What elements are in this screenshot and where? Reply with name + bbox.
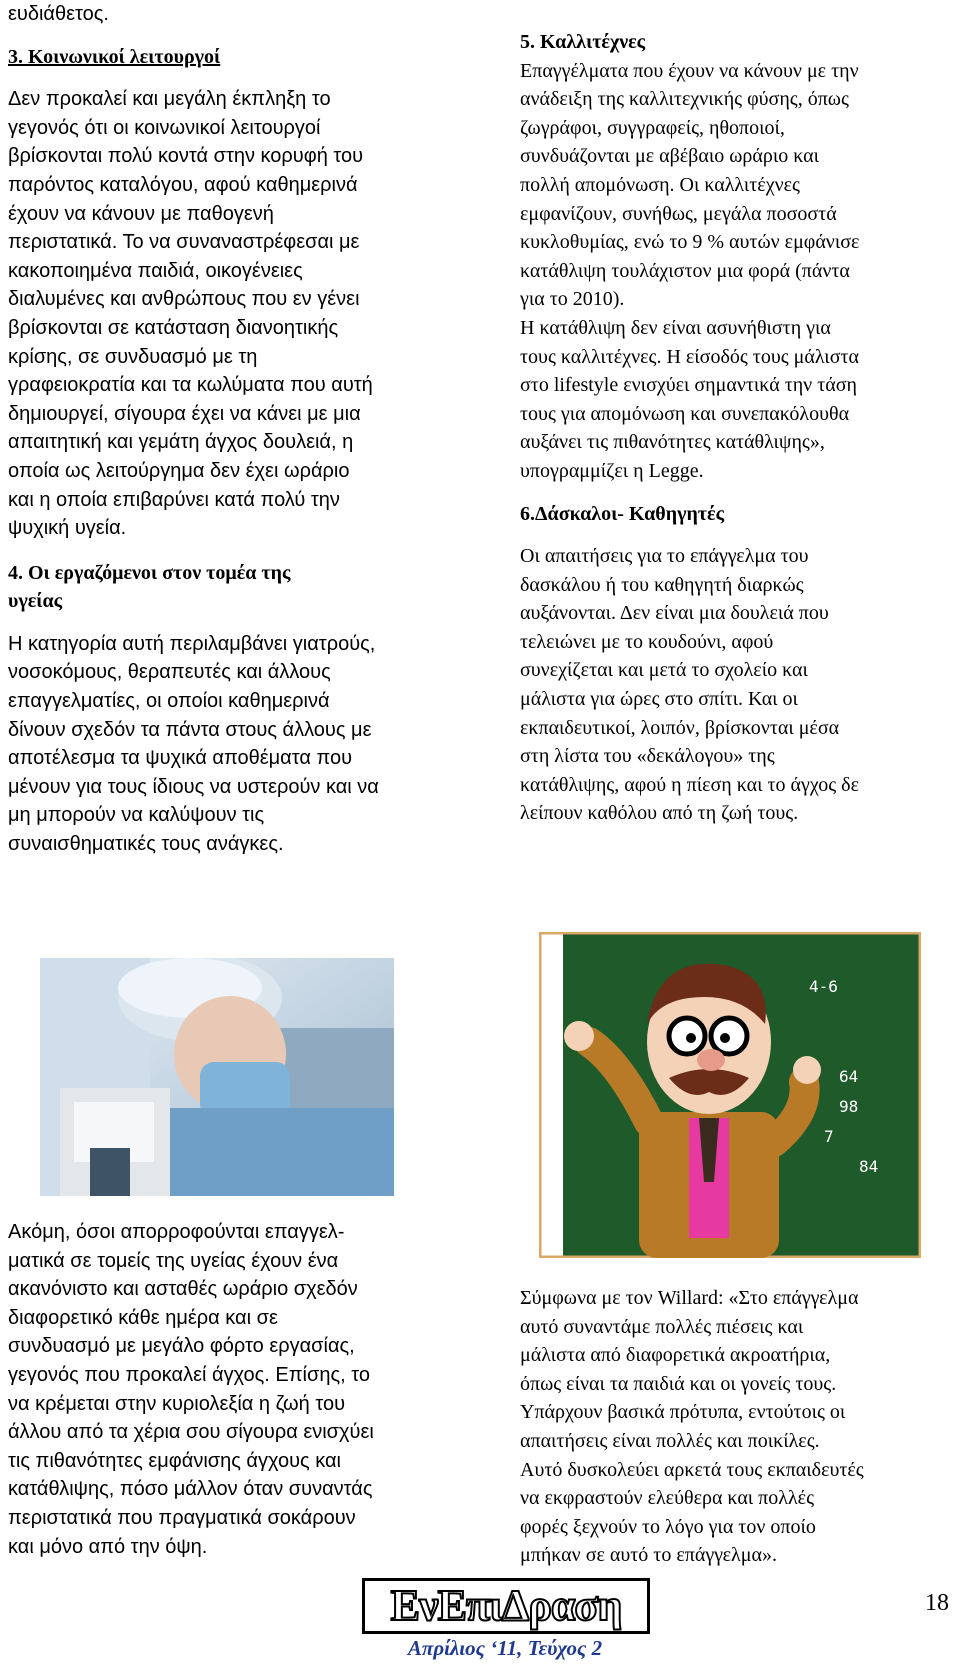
text-line: επαγγελματίες, οι οποίοι καθημερινά [8,690,330,713]
text-line: γραφειοκρατία και τα κωλύματα που αυτή [8,374,373,397]
section-4-body [8,630,478,859]
text-line: μάλιστα για ώρες στο σπίτι. Και οι [520,688,798,711]
text-line: Η κατηγορία αυτή περιλαμβάνει γιατρούς, [8,632,376,655]
page-number: 18 [925,1590,949,1616]
text-line: τις πιθανότητες εμφάνισης άγχους και [8,1449,341,1472]
text-line: εμφανίζουν, συνήθως, μεγάλα ποσοστά [520,202,837,225]
text-line: και η οποία επιβαρύνει κατά πολύ την [8,488,340,511]
text-line: μπήκαν σε αυτό το επάγγελμα». [520,1544,777,1567]
text-line: πολλή απομόνωση. Οι καλλιτέχνες [520,173,800,196]
text-line: συναισθηματικές τους ανάγκες. [8,833,284,856]
text-line: στη λίστα του «δεκάλογου» της [520,745,775,768]
text-line: εκπαιδευτικοί, λοιπόν, βρίσκονται μέσα [520,716,840,739]
surgeon-photo [40,958,394,1196]
magazine-logo: ΕνΕπιΔραση [362,1578,650,1634]
left-column-top [8,0,478,859]
text-line: τελειώνει με το κουδούνι, αφού [520,630,774,653]
text-line: τους για απομόνωση και συνεπακόλουθα [520,402,850,425]
text-line: μη μπορούν να καλύψουν τις [8,804,265,827]
svg-text:4-6: 4-6 [809,977,838,996]
text-line: γεγονός που προκαλεί άγχος. Επίσης, το [8,1363,370,1386]
text-line: ανάδειξη της καλλιτεχνικής φύσης, όπως [520,88,849,111]
text-line: ψυχική υγεία. [8,517,127,540]
text-line: Υπάρχουν βασικά πρότυπα, εντούτοις οι [520,1401,846,1424]
text-line: παρόντος καταλόγου, αφού καθημερινά [8,173,358,196]
text-line: κρίσης, σε συνδυασμό με τη [8,345,258,368]
text-line: βρίσκονται πολύ κοντά στην κορυφή του [8,145,364,168]
text-line: ακανόνιστο και ασταθές ωράριο σχεδόν [8,1278,358,1301]
text-line: να εκφραστούν ελεύθερα και πολλές [520,1487,814,1510]
svg-text:7: 7 [824,1127,834,1146]
text-line: να κρέμεται στην κυριολεξία η ζωή του [8,1392,346,1415]
section-6-body [520,542,950,828]
issue-label: Απρίλιος ‘11, Τεύχος 2 [407,1636,603,1660]
section-4-heading-line-1: 4. Οι εργαζόμενοι στον τομέα της [8,561,291,584]
left-column-bottom [8,1218,478,1561]
svg-text:84: 84 [859,1157,879,1176]
text-line: κατάθλιψης, πόσο μάλλον όταν συναντάς [8,1478,373,1501]
text-line: συνδυασμό με μεγάλο φόρτο εργασίας, [8,1335,355,1358]
text-line: απαιτήσεις είναι πολλές και ποικίλες. [520,1429,820,1452]
text-line: περιστατικά που πραγματικά σοκάρουν [8,1506,356,1529]
right-column-top [520,28,950,828]
section-5-body [520,57,950,486]
text-line: συνδυάζονται με αβέβαιο ωράριο και [520,145,819,168]
text-line: όπως είναι τα παιδιά και οι γονείς τους. [520,1372,837,1395]
text-line: μάλιστα από διαφορετικά ακροατήρια, [520,1344,831,1367]
section-4-heading-line-2: υγείας [8,590,63,613]
text-line: γεγονός ότι οι κοινωνικοί λειτουργοί [8,116,321,139]
text-line: κακοποιημένα παιδιά, οικογένειες [8,259,303,282]
text-line: νοσοκόμους, θεραπευτές και άλλους [8,661,331,684]
teacher-cartoon [539,932,921,1258]
text-line: Επαγγέλματα που έχουν να κάνουν με την [520,59,859,82]
text-line: φορές ξεχνούν το λόγο για τον οποίο [520,1515,816,1538]
text-line: ματικά σε τομείς της υγείας έχουν ένα [8,1249,339,1272]
text-line: δημιουργεί, σίγουρα έχει να κάνει με μια [8,402,361,425]
text-line: κατάθλιψη τουλάχιστον μια φορά (πάντα [520,259,850,282]
text-line: Η κατάθλιψη δεν είναι ασυνήθιστη για [520,316,831,339]
text-line: οποία ως λειτούργημα δεν έχει ωράριο [8,459,350,482]
svg-text:64: 64 [839,1067,859,1086]
text-line: αυτό συναντάμε πολλές πιέσεις και [520,1315,804,1338]
text-line: διαλυμένες και ανθρώπους που εν γένει [8,288,360,311]
section-3-body [8,85,478,543]
text-line: δίνουν σχεδόν τα πάντα στους άλλους με [8,718,372,741]
text-line: κατάθλιψης, αφού η πίεση και το άγχος δε [520,773,860,796]
text-line: Σύμφωνα με τον Willard: «Στο επάγγελμα [520,1287,859,1309]
text-line: αυξάνονται. Δεν είναι μια δουλειά που [520,602,829,625]
text-line: δασκάλου ή του καθηγητή διαρκώς [520,573,804,596]
section-3-heading: 3. Κοινωνικοί λειτουργοί [8,45,221,68]
text-line: αποτέλεσμα τα ψυχικά αποθέματα που [8,747,353,770]
text-line: μένουν για τους ίδιους να υστερούν και να [8,775,379,798]
text-line: στο lifestyle ενισχύει σημαντικά την τάση [520,374,857,397]
text-line: Δεν προκαλεί και μεγάλη έκπληξη το [8,88,331,111]
svg-text:98: 98 [839,1097,859,1116]
section-6-heading: 6.Δάσκαλοι- Καθηγητές [520,502,725,525]
text-line: αυξάνει τις πιθανότητες κατάθλιψης», [520,431,825,454]
text-line: τους καλλιτέχνες. Η είσοδός τους μάλιστα [520,345,859,368]
text-line: υπογραμμίζει η Legge. [520,459,704,482]
text-line: βρίσκονται σε κατάσταση διανοητικής [8,316,339,339]
text-line: έχουν να κάνουν με παθογενή [8,202,274,225]
text-line: λείπουν καθόλου από τη ζωή τους. [520,802,799,825]
section-5-heading: 5. Καλλιτέχνες [520,31,646,53]
text-line: απαιτητική και γεμάτη άγχος δουλειά, η [8,431,354,454]
text-line: Ακόμη, όσοι απορροφούνται επαγγελ- [8,1221,345,1243]
text-line: συνεχίζεται και μετά το σχολείο και [520,659,808,682]
text-line: διαφορετικό κάθε ημέρα και σε [8,1306,278,1329]
right-column-bottom [520,1284,950,1570]
text-line: άλλου από τα χέρια σου σίγουρα ενισχύει [8,1421,374,1444]
text-line: Οι απαιτήσεις για το επάγγελμα του [520,545,809,568]
text-line: ζωγράφοι, συγγραφείς, ηθοποιοί, [520,116,785,139]
top-fragment: ευδιάθετος. [8,3,109,25]
text-line: περιστατικά. Το να συναναστρέφεσαι με [8,231,360,254]
text-line: κυκλοθυμίας, ενώ το 9 % αυτών εμφάνισε [520,231,860,254]
text-line: για το 2010). [520,288,625,311]
text-line: και μόνο από την όψη. [8,1535,208,1558]
text-line: Αυτό δυσκολεύει αρκετά τους εκπαιδευτές [520,1458,864,1481]
